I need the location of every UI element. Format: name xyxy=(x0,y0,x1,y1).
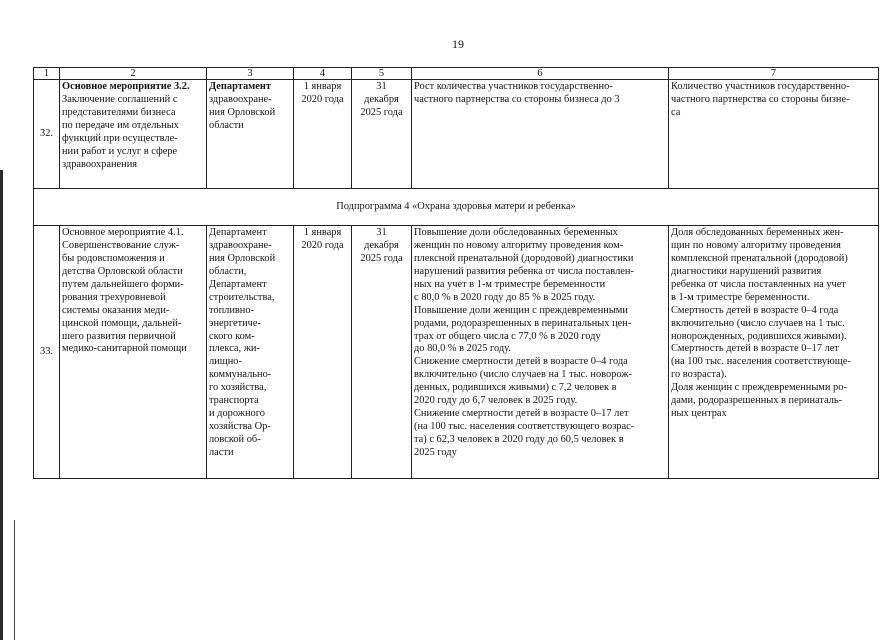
executor-line: лищно- xyxy=(209,356,242,368)
executor-cell xyxy=(207,226,294,479)
indicator-line: Смертность детей в возрасте 0–17 лет xyxy=(671,343,839,355)
subprogram-title: Подпрограмма 4 «Охрана здоровья матери и ребенка» xyxy=(34,189,879,226)
indicator-line: диагностики нарушений развития xyxy=(671,266,822,278)
end-date-cell xyxy=(352,80,412,189)
result-line: плексной пренатальной (дородовой) диагностики xyxy=(414,253,634,265)
result-line: Повышение доли женщин с преждевременными xyxy=(414,304,628,316)
row-number: 33. xyxy=(34,226,60,479)
page-number: 19 xyxy=(452,37,464,51)
measures-table xyxy=(33,67,879,479)
executor-line: Департамент xyxy=(209,227,267,239)
column-number-7: 7 xyxy=(669,68,879,80)
event-line: Основное мероприятие 4.1. xyxy=(62,227,184,239)
result-line: денных, родившихся живыми) с 7,2 человек в xyxy=(414,382,617,394)
event-line: представителями бизнеса xyxy=(62,107,176,119)
column-number-5: 5 xyxy=(352,68,412,80)
indicator-line: са xyxy=(671,107,681,119)
start-date-line: 1 января xyxy=(303,81,342,93)
event-line: детства Орловской области xyxy=(62,266,183,278)
result-line: 2025 году xyxy=(414,446,457,458)
start-date-line: 2020 года xyxy=(301,240,344,252)
start-date-cell xyxy=(294,226,352,479)
column-number-1: 1 xyxy=(34,68,60,80)
executor-line: ласти xyxy=(209,446,234,458)
end-date-line: 31 xyxy=(376,81,387,93)
event-line: Заключение соглашений с xyxy=(62,94,178,106)
result-line: частного партнерства со стороны бизнеса до 3 xyxy=(414,94,620,106)
scan-edge-mark-secondary xyxy=(14,520,15,640)
result-line: включительно (число случаев на 1 тыс. новорож- xyxy=(414,369,632,381)
indicator-line: частного партнерства со стороны бизне- xyxy=(671,94,850,106)
indicator-line: (на 100 тыс. населения соответствующе- xyxy=(671,356,851,368)
indicator-line: го возраста). xyxy=(671,369,727,381)
executor-line: ния Орловской xyxy=(209,253,276,265)
start-date-line: 2020 года xyxy=(301,94,344,106)
end-date-line: 31 xyxy=(376,227,387,239)
column-number-3: 3 xyxy=(207,68,294,80)
result-line: ных на учет в 1-м триместре беременности xyxy=(414,279,606,290)
executor-line: здравоохране- xyxy=(209,240,272,252)
result-line: женщин по новому алгоритму проведения ком- xyxy=(414,240,624,252)
event-line: системы оказания меди- xyxy=(62,304,170,316)
result-line: та) с 62,3 человек в 2020 году до 60,5 человек в xyxy=(414,433,624,445)
executor-line: области, xyxy=(209,266,247,278)
executor-line: и дорожного xyxy=(209,407,265,419)
end-date-line: декабря xyxy=(364,94,399,106)
result-line: родами, родоразрешенных в перинатальных цен- xyxy=(414,317,632,329)
end-date-line: 2025 года xyxy=(360,253,403,265)
event-line: шего развития первичной xyxy=(62,330,176,342)
result-line: Снижение смертности детей в возрасте 0–17 лет xyxy=(414,407,629,419)
executor-line: строительства, xyxy=(209,291,275,303)
end-date-cell xyxy=(352,226,412,479)
event-line: Совершенствование служ- xyxy=(62,240,180,252)
indicator-line: в 1-м триместре беременности. xyxy=(671,291,810,303)
event-line: путем дальнейшего форми- xyxy=(62,279,184,290)
result-line: с 80,0 % в 2020 году до 85 % в 2025 году. xyxy=(414,291,596,303)
event-cell xyxy=(60,226,207,479)
executor-line: ского ком- xyxy=(209,330,255,342)
expected-result-cell xyxy=(412,226,669,479)
indicator-line: щин по новому алгоритму проведения xyxy=(671,240,841,252)
start-date-cell xyxy=(294,80,352,189)
column-number-6: 6 xyxy=(412,68,669,80)
event-line: рования трехуровневой xyxy=(62,291,166,303)
executor-line: области xyxy=(209,120,244,132)
indicator-line: ных центрах xyxy=(671,407,727,419)
event-line: медико-санитарной помощи xyxy=(62,343,187,355)
indicator-line: новорожденных, родившихся живыми). xyxy=(671,330,847,342)
indicator-line: Доля обследованных беременных жен- xyxy=(671,227,844,239)
event-line: по передаче им отдельных xyxy=(62,120,179,132)
event-cell xyxy=(60,80,207,189)
executor-line: энергетиче- xyxy=(209,317,261,329)
indicator-cell xyxy=(669,226,879,479)
result-line: Рост количества участников государственно- xyxy=(414,81,613,93)
executor-line: транспорта xyxy=(209,395,259,407)
executor-line: го хозяйства, xyxy=(209,382,267,394)
result-line: 2020 году до 6,7 человек в 2025 году. xyxy=(414,395,578,407)
result-line: (на 100 тыс. населения соответствующего возрас- xyxy=(414,420,635,432)
row-number: 32. xyxy=(34,80,60,189)
expected-result-cell xyxy=(412,80,669,189)
subprogram-row xyxy=(34,189,879,226)
indicator-line: Смертность детей в возрасте 0–4 года xyxy=(671,304,839,316)
event-line: здравоохранения xyxy=(62,158,138,170)
indicator-line: Доля женщин с преждевременными ро- xyxy=(671,382,847,394)
executor-line: Департамент xyxy=(209,81,271,93)
indicator-cell xyxy=(669,80,879,189)
table-row-33 xyxy=(34,226,879,479)
scan-edge-mark xyxy=(0,170,3,640)
table-row-32 xyxy=(34,80,879,189)
executor-line: здравоохране- xyxy=(209,94,272,106)
executor-cell xyxy=(207,80,294,189)
event-line: нии работ и услуг в сфере xyxy=(62,145,178,157)
result-line: Снижение смертности детей в возрасте 0–4 года xyxy=(414,356,628,368)
column-number-4: 4 xyxy=(294,68,352,80)
executor-line: коммунально- xyxy=(209,369,272,381)
event-line: функций при осуществле- xyxy=(62,133,178,144)
end-date-line: декабря xyxy=(364,240,399,252)
result-line: Повышение доли обследованных беременных xyxy=(414,227,618,239)
event-title-line: Основное мероприятие 3.2. xyxy=(62,81,190,93)
start-date-line: 1 января xyxy=(303,227,342,239)
event-line: цинской помощи, дальней- xyxy=(62,317,182,329)
executor-line: ловской об- xyxy=(209,433,261,445)
executor-line: плекса, жи- xyxy=(209,343,260,355)
end-date-line: 2025 года xyxy=(360,107,403,119)
executor-line: Департамент xyxy=(209,279,267,290)
column-number-2: 2 xyxy=(60,68,207,80)
result-line: нарушений развития ребенка от числа поставлен- xyxy=(414,266,634,278)
column-number-row xyxy=(34,68,879,80)
indicator-line: Количество участников государственно- xyxy=(671,81,850,93)
executor-line: хозяйства Ор- xyxy=(209,420,271,432)
executor-line: ния Орловской xyxy=(209,107,276,119)
indicator-line: дами, родоразрешенных в перинаталь- xyxy=(671,395,843,407)
indicator-line: включительно (число случаев на 1 тыс. xyxy=(671,317,845,329)
indicator-line: ребенка от числа поставленных на учет xyxy=(671,279,846,290)
executor-line: топливно- xyxy=(209,304,255,316)
result-line: трах от общего числа с 77,0 % в 2020 году xyxy=(414,330,601,342)
result-line: до 80,0 % в 2025 году. xyxy=(414,343,511,355)
indicator-line: комплексной пренатальной (дородовой) xyxy=(671,253,848,265)
event-line: бы родовспоможения и xyxy=(62,253,165,265)
